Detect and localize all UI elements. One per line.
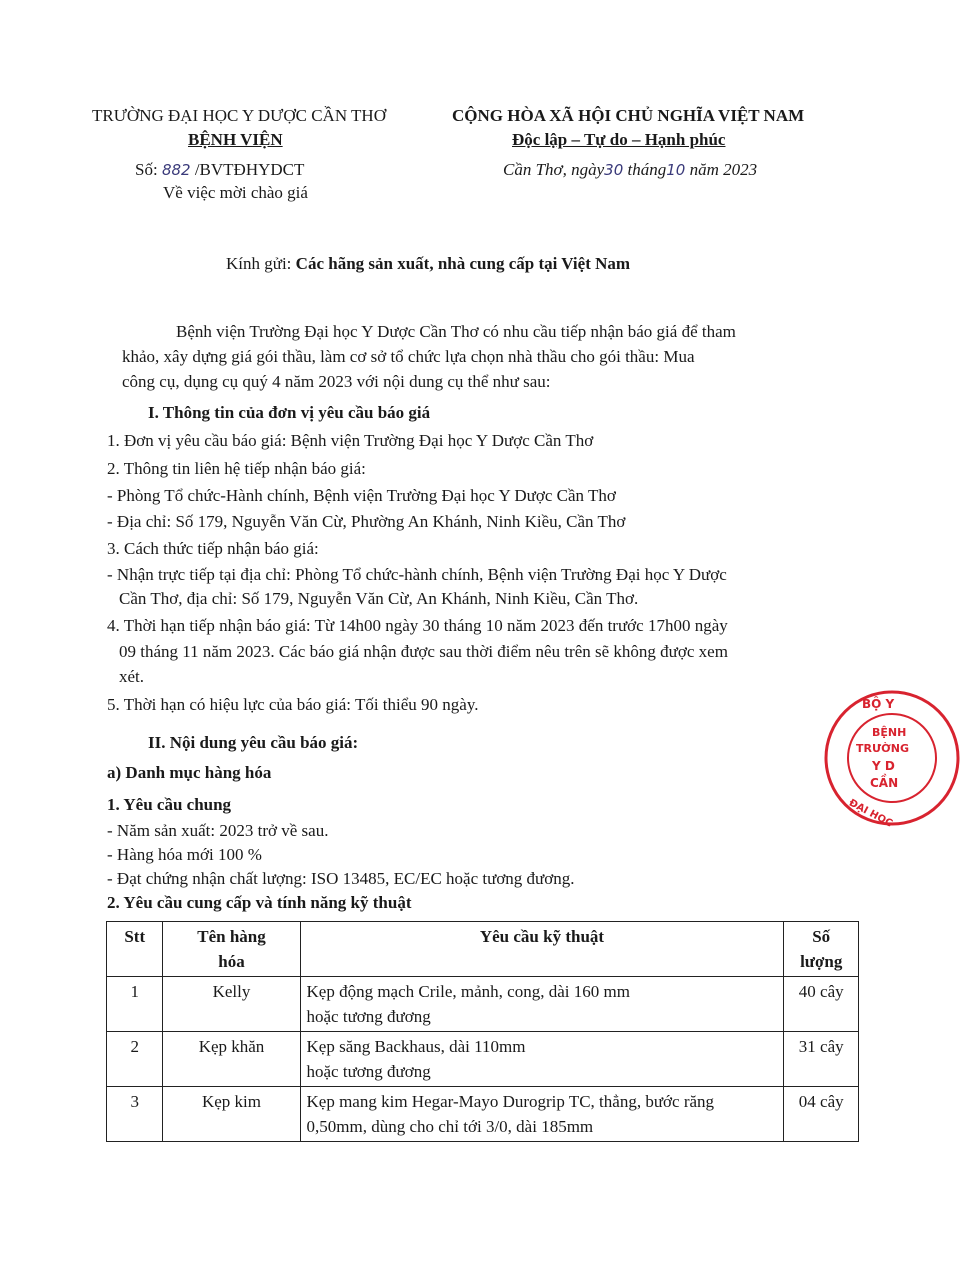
document-number xyxy=(135,160,304,180)
place-date-year: năm 2023 xyxy=(689,160,758,179)
header-requirements: Yêu cầu kỹ thuật xyxy=(300,922,784,977)
seal-text: Y D xyxy=(872,759,895,773)
nation-title: CỘNG HÒA XÃ HỘI CHỦ NGHĨA VIỆT NAM xyxy=(452,106,805,125)
header-name-line2: hóa xyxy=(218,952,245,971)
number-suffix: /BVTĐHYDCT xyxy=(194,160,305,179)
intro-line: Bệnh viện Trường Đại học Y Dược Cần Thơ có nhu cầu tiếp nhận báo giá để tham xyxy=(176,322,736,341)
cell-stt: 3 xyxy=(107,1087,163,1142)
table-row xyxy=(107,977,859,1032)
general-requirement: - Năm sản xuất: 2023 trở về sau. xyxy=(107,821,329,840)
section-1-line: - Phòng Tổ chức-Hành chính, Bệnh viện Trường Đại học Y Dược Cần Thơ xyxy=(107,486,616,505)
items-table xyxy=(106,921,859,1142)
header-qty-line2: lượng xyxy=(800,952,843,971)
intro-line: công cụ, dụng cụ quý 4 năm 2023 với nội dung cụ thể như sau: xyxy=(122,372,551,391)
place-date-prefix: Cần Thơ, ngày xyxy=(503,160,605,179)
section-1-line: 5. Thời hạn có hiệu lực của báo giá: Tối thiểu 90 ngày. xyxy=(107,695,479,714)
cell-name: Kẹp kim xyxy=(163,1087,300,1142)
technical-requirements-title: 2. Yêu cầu cung cấp và tính năng kỹ thuật xyxy=(107,893,412,912)
cell-requirements xyxy=(300,977,784,1032)
header-qty-line1: Số xyxy=(812,927,831,946)
section-1-line: - Nhận trực tiếp tại địa chỉ: Phòng Tổ chức-hành chính, Bệnh viện Trường Đại học Y Dược xyxy=(107,565,727,584)
place-date-month-label: tháng xyxy=(627,160,667,179)
header-stt: Stt xyxy=(107,922,163,977)
seal-outer-ring xyxy=(826,692,958,824)
header-name-line1: Tên hàng xyxy=(197,927,266,946)
cell-requirements xyxy=(300,1087,784,1142)
day-handwritten: 30 xyxy=(604,161,624,179)
month-handwritten: 10 xyxy=(666,161,686,179)
nation-motto: Độc lập – Tự do – Hạnh phúc xyxy=(512,130,726,149)
cell-stt: 1 xyxy=(107,977,163,1032)
req-line: Kẹp động mạch Crile, mảnh, cong, dài 160 mm xyxy=(306,982,630,1001)
cell-stt: 2 xyxy=(107,1032,163,1087)
place-date xyxy=(503,160,757,180)
cell-requirements xyxy=(300,1032,784,1087)
general-requirements-title: 1. Yêu cầu chung xyxy=(107,795,232,814)
cell-name: Kẹp khăn xyxy=(163,1032,300,1087)
table-header-row xyxy=(107,922,859,977)
seal-text: BỆNH xyxy=(872,726,907,739)
document-subject: Về việc mời chào giá xyxy=(163,183,308,202)
header-quantity xyxy=(784,922,859,977)
section-1-line: 1. Đơn vị yêu cầu báo giá: Bệnh viện Trường Đại học Y Dược Cần Thơ xyxy=(107,431,594,450)
section-1-line: 2. Thông tin liên hệ tiếp nhận báo giá: xyxy=(107,459,366,478)
cell-name: Kelly xyxy=(163,977,300,1032)
section-1-line: - Địa chỉ: Số 179, Nguyễn Văn Cừ, Phường An Khánh, Ninh Kiều, Cần Thơ xyxy=(107,512,626,531)
seal-text: ĐẠI HỌC xyxy=(846,797,895,830)
table-row xyxy=(107,1087,859,1142)
header-name xyxy=(163,922,300,977)
section-1-title: I. Thông tin của đơn vị yêu cầu báo giá xyxy=(148,403,431,422)
salutation-recipients: Các hãng sản xuất, nhà cung cấp tại Việt Nam xyxy=(295,254,631,273)
section-1-line: 3. Cách thức tiếp nhận báo giá: xyxy=(107,539,319,558)
number-handwritten: 882 xyxy=(161,161,191,179)
general-requirement: - Đạt chứng nhận chất lượng: ISO 13485, EC/EC hoặc tương đương. xyxy=(107,869,575,888)
section-1-line: 09 tháng 11 năm 2023. Các báo giá nhận được sau thời điểm nêu trên sẽ không được xem xyxy=(119,642,728,661)
req-line: Kẹp săng Backhaus, dài 110mm xyxy=(306,1037,526,1056)
section-2a-title: a) Danh mục hàng hóa xyxy=(107,763,272,782)
section-1-line: 4. Thời hạn tiếp nhận báo giá: Từ 14h00 ngày 30 tháng 10 năm 2023 đến trước 17h00 ngày xyxy=(107,616,728,635)
cell-quantity: 31 cây xyxy=(784,1032,859,1087)
salutation-prefix: Kính gửi: xyxy=(226,254,292,273)
intro-line: khảo, xây dựng giá gói thầu, làm cơ sở tổ chức lựa chọn nhà thầu cho gói thầu: Mua xyxy=(122,347,695,366)
section-2-title: II. Nội dung yêu cầu báo giá: xyxy=(148,733,359,752)
req-line: hoặc tương đương xyxy=(306,1007,431,1026)
seal-text: TRƯỜNG xyxy=(856,742,910,755)
req-line: hoặc tương đương xyxy=(306,1062,431,1081)
cell-quantity: 04 cây xyxy=(784,1087,859,1142)
org-unit: BỆNH VIỆN xyxy=(188,130,283,149)
salutation xyxy=(226,254,630,274)
number-prefix: Số: xyxy=(135,160,158,179)
table-row xyxy=(107,1032,859,1087)
req-line: 0,50mm, dùng cho chỉ tới 3/0, dài 185mm xyxy=(306,1117,594,1136)
req-line: Kẹp mang kim Hegar-Mayo Durogrip TC, thẳng, bước răng xyxy=(306,1092,715,1111)
section-1-line: xét. xyxy=(119,667,145,686)
cell-quantity: 40 cây xyxy=(784,977,859,1032)
org-name: TRƯỜNG ĐẠI HỌC Y DƯỢC CẦN THƠ xyxy=(92,106,386,125)
general-requirement: - Hàng hóa mới 100 % xyxy=(107,845,262,864)
section-1-line: Cần Thơ, địa chỉ: Số 179, Nguyễn Văn Cừ, An Khánh, Ninh Kiều, Cần Thơ. xyxy=(119,589,639,608)
official-seal-stamp xyxy=(822,688,962,828)
seal-text: BỘ Y xyxy=(862,697,895,711)
seal-text: CẦN xyxy=(870,776,899,790)
